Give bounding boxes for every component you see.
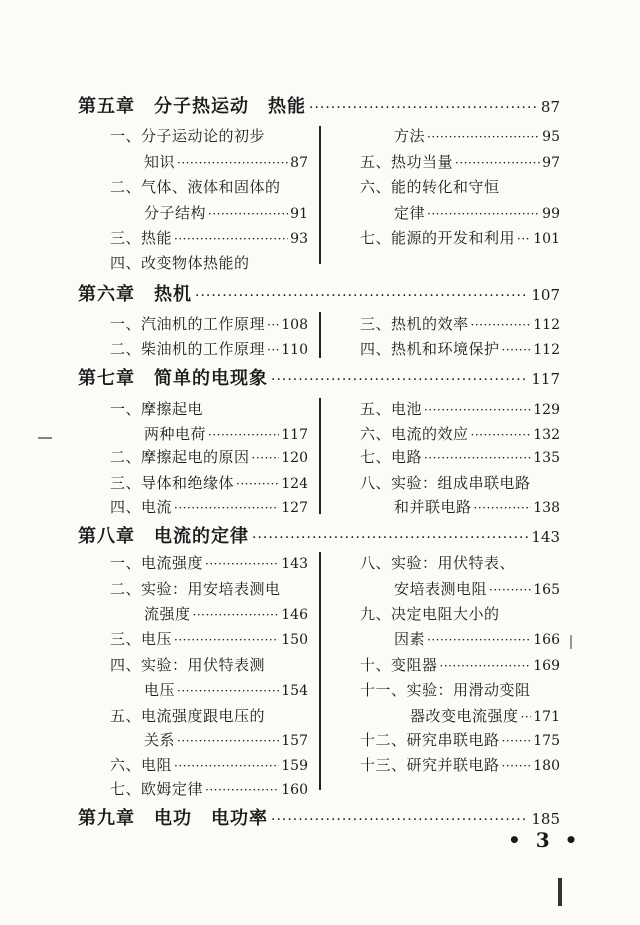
entry-page: 157 [281,733,308,749]
dot-leader [474,501,532,515]
entry-title: 四、电流 [110,498,173,516]
entry-page: 159 [281,758,308,774]
dot-leader [521,710,532,724]
toc-entry [110,338,308,359]
entry-title: 七、能源的开发和利用 [360,229,516,247]
toc-entry [144,423,308,444]
entry-page: 154 [281,683,308,699]
toc-entry [110,227,308,248]
entry-title: 流强度 [144,605,191,623]
dot-leader [174,501,279,515]
entry-title: 定律 [394,204,426,222]
entry-page: 169 [533,658,560,674]
entry-title: 七、欧姆定律 [110,780,204,798]
column-divider [319,552,321,790]
toc-entry [110,705,308,726]
toc-entry [360,679,550,700]
entry-page: 165 [533,582,560,598]
toc-entry [410,705,560,726]
toc-entry [360,151,560,172]
toc-entry [110,578,308,599]
entry-page: 87 [290,155,308,171]
entry-title: 八、实验：组成串联电路 [360,474,531,492]
entry-page: 127 [281,500,308,516]
entry-title: 四、改变物体热能的 [110,254,250,272]
entry-page: 91 [290,206,308,222]
entry-title: 五、热功当量 [360,153,454,171]
toc-entry [360,754,560,775]
toc-entry [360,654,560,675]
toc-entry [394,496,560,517]
toc-entry [110,446,308,467]
dot-leader [471,428,532,442]
dot-leader [489,583,531,597]
entry-title: 一、分子运动论的初步 [110,127,266,145]
entry-title: 安培表测电阻 [394,580,488,598]
entry-title: 一、电流强度 [110,554,204,572]
entry-title: 关系 [144,731,176,749]
entry-page: 180 [533,758,560,774]
dot-leader [252,451,280,465]
entry-page: 132 [533,427,560,443]
entry-page: 97 [542,155,560,171]
entry-title: 二、实验：用安培表测电 [110,580,281,598]
entry-page: 138 [533,500,560,516]
dot-leader [177,684,279,698]
entry-page: 146 [281,607,308,623]
toc-entry [394,202,560,223]
toc-entry [110,552,308,573]
dot-leader [193,608,280,622]
toc-entry [110,654,308,675]
toc-entry [110,778,308,799]
dot-leader [427,130,540,144]
entry-title: 一、汽油机的工作原理 [110,315,266,333]
chapter-heading [78,280,560,306]
dot-leader [309,100,538,116]
dot-leader [455,156,540,170]
chapter-page: 143 [531,528,560,546]
dot-leader [502,734,532,748]
column-divider [319,312,321,358]
toc-entry [360,227,560,248]
entry-page: 101 [533,231,560,247]
toc-entry [144,603,308,624]
entry-title: 四、实验：用伏特表测 [110,656,266,674]
dot-leader [174,232,288,246]
chapter-title: 第六章 热机 [78,284,192,305]
entry-title: 电压 [144,681,176,699]
toc-entry [110,176,308,197]
dot-leader [177,156,288,170]
dot-leader [174,633,279,647]
toc-entry [144,729,308,750]
entry-title: 十二、研究串联电路 [360,731,500,749]
dot-leader [208,428,279,442]
toc-entry [110,496,308,517]
toc-entry [394,628,560,649]
toc-entry [360,338,560,359]
entry-page: 112 [533,342,560,358]
toc-entry [110,252,308,273]
entry-page: 93 [290,231,308,247]
scan-mark [38,437,52,439]
chapter-page: 87 [540,98,560,116]
entry-title: 分子结构 [144,204,207,222]
dot-leader [205,783,279,797]
dot-leader [208,207,288,221]
entry-title: 器改变电流强度 [410,707,519,725]
toc-entry [394,125,560,146]
page-number: • 3 • [508,828,582,852]
entry-title: 六、电阻 [110,756,173,774]
toc-entry [360,313,560,334]
column-divider [319,126,321,264]
entry-title: 六、能的转化和守恒 [360,178,500,196]
toc-entry [360,423,560,444]
toc-entry [110,398,308,419]
entry-title: 五、电池 [360,400,423,418]
chapter-title: 第八章 电流的定律 [78,526,249,547]
entry-title: 方法 [394,127,426,145]
chapter-page: 185 [531,810,560,828]
entry-title: 三、导体和绝缘体 [110,474,235,492]
dot-leader [517,232,531,246]
toc-entry [360,472,560,493]
entry-title: 二、柴油机的工作原理 [110,340,266,358]
dot-leader [205,557,279,571]
entry-title: 五、电流强度跟电压的 [110,707,266,725]
chapter-heading [78,92,560,118]
toc-entry [144,202,308,223]
entry-page: 117 [281,427,308,443]
entry-title: 七、电路 [360,448,423,466]
entry-title: 两种电荷 [144,425,207,443]
dot-leader [271,372,528,388]
toc-entry [144,679,308,700]
entry-page: 95 [542,129,560,145]
entry-page: 120 [281,450,308,466]
toc-entry [360,398,560,419]
entry-title: 十、变阻器 [360,656,438,674]
chapter-title: 第九章 电功 电功率 [78,808,268,829]
entry-page: 129 [533,402,560,418]
chapter-page: 117 [531,370,560,388]
toc-entry [110,125,308,146]
dot-leader [424,451,531,465]
toc-entry [110,628,308,649]
entry-title: 十三、研究并联电路 [360,756,500,774]
entry-title: 四、热机和环境保护 [360,340,500,358]
toc-entry [360,176,560,197]
entry-page: 166 [533,632,560,648]
chapter-title: 第五章 分子热运动 热能 [78,96,306,117]
toc-entry [144,151,308,172]
entry-page: 112 [533,317,560,333]
dot-leader [427,207,540,221]
entry-page: 99 [542,206,560,222]
entry-title: 九、决定电阻大小的 [360,605,500,623]
dot-leader [471,318,532,332]
dot-leader [424,403,531,417]
dot-leader [174,759,279,773]
entry-title: 因素 [394,630,426,648]
entry-page: 160 [281,782,308,798]
scan-mark [558,878,562,906]
entry-page: 171 [533,709,560,725]
toc-entry [360,729,560,750]
entry-page: 175 [533,733,560,749]
toc-entry [360,552,560,573]
chapter-heading [78,522,560,548]
dot-leader [427,633,531,647]
entry-title: 一、摩擦起电 [110,400,204,418]
dot-leader [267,318,279,332]
toc-entry [110,472,308,493]
dot-leader [195,288,528,304]
toc-entry [394,578,560,599]
chapter-heading [78,804,560,830]
entry-title: 三、热机的效率 [360,315,469,333]
toc-entry [360,446,560,467]
entry-title: 三、电压 [110,630,173,648]
dot-leader [267,343,279,357]
toc-entry [110,754,308,775]
entry-page: 150 [281,632,308,648]
toc-entry [110,313,308,334]
entry-title: 十一、实验：用滑动变阻 [360,681,531,699]
entry-title: 八、实验：用伏特表、 [360,554,516,572]
entry-page: 108 [281,317,308,333]
toc-entry [360,603,560,624]
dot-leader [252,530,528,546]
entry-title: 和并联电路 [394,498,472,516]
chapter-heading [78,364,560,390]
entry-title: 二、气体、液体和固体的 [110,178,281,196]
scan-mark [570,635,572,649]
dot-leader [502,343,532,357]
dot-leader [177,734,279,748]
entry-page: 110 [281,342,308,358]
column-divider [319,398,321,514]
entry-title: 三、热能 [110,229,173,247]
dot-leader [502,759,532,773]
entry-page: 143 [281,556,308,572]
entry-page: 124 [281,476,308,492]
entry-page: 135 [533,450,560,466]
entry-title: 二、摩擦起电的原因 [110,448,250,466]
entry-title: 知识 [144,153,176,171]
dot-leader [271,812,528,828]
entry-title: 六、电流的效应 [360,425,469,443]
chapter-page: 107 [531,286,560,304]
dot-leader [236,477,279,491]
chapter-title: 第七章 简单的电现象 [78,368,268,389]
dot-leader [440,659,532,673]
